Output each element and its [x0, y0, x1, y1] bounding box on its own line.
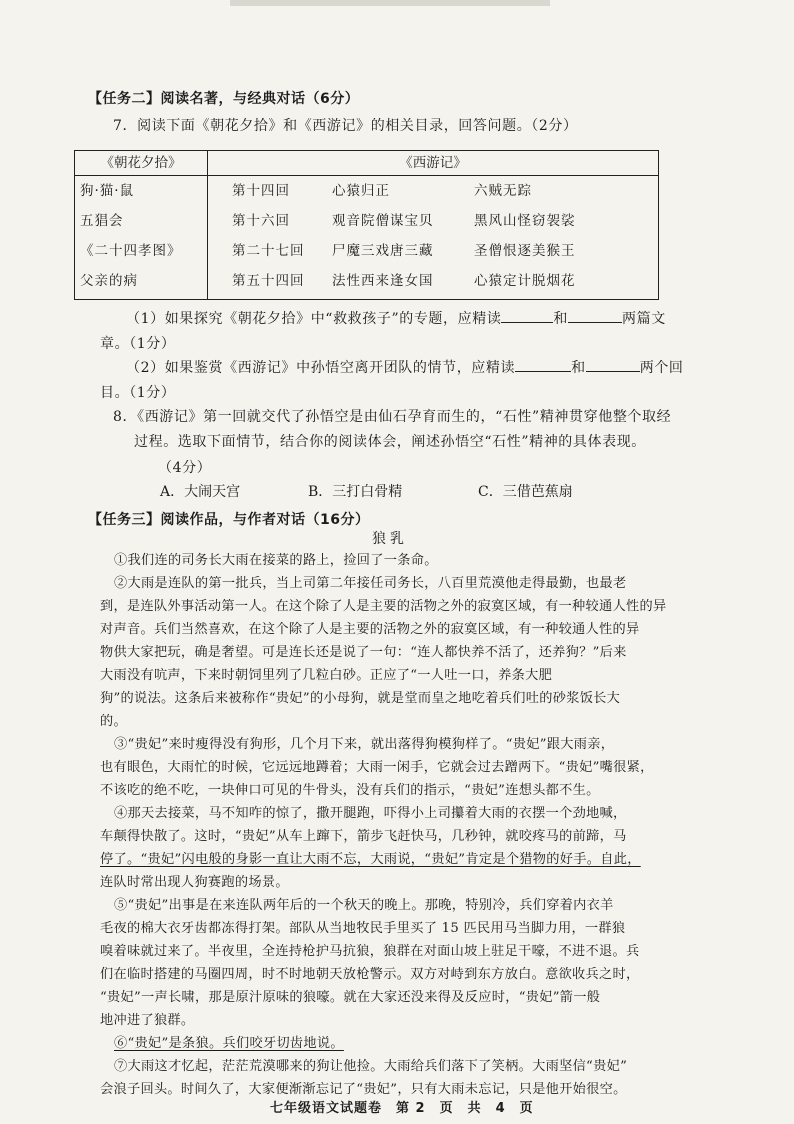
- article-line: 物供大家把玩，确是奢望。可是连长还是说了一句：“连人都快养不活了，还养狗？”后来: [100, 645, 627, 660]
- chapter-number: 第五十四回: [232, 273, 305, 289]
- option-b[interactable]: B．三打白骨精: [308, 484, 403, 500]
- q7-2-and: 和: [571, 360, 586, 376]
- chapter-title-a: 观音院僧谋宝贝: [332, 213, 434, 229]
- toc-left-item: 五猖会: [80, 213, 124, 229]
- chapter-title-a: 尸魔三戏唐三藏: [332, 243, 434, 259]
- article-line: 毛夜的棉大衣牙齿都冻得打架。部队从当地牧民手里买了 15 匹民用马当脚力用，一群狼: [100, 921, 626, 936]
- toc-left-item: 狗·猫·鼠: [80, 183, 135, 199]
- toc-right-header: 《西游记》: [208, 151, 659, 176]
- q7-1-and: 和: [553, 311, 569, 327]
- scan-shadow: [230, 0, 550, 6]
- chapter-title-b: 黑风山怪窃袈裟: [474, 213, 576, 229]
- option-c[interactable]: C．三借芭蕉扇: [478, 484, 573, 500]
- article-line: 们在临时搭建的马圈四周，时不时地朝天放枪警示。双方对峙到东方放白。意欲收兵之时，: [100, 967, 640, 982]
- toc-right-row: [208, 176, 658, 206]
- toc-left-item: 《二十四孝图》: [80, 243, 182, 259]
- article-line-underlined: ⑥“贵妃”是条狼。兵们咬牙切齿地说。: [114, 1036, 344, 1051]
- article-title: 狼乳: [372, 531, 408, 547]
- article-line: ⑤“贵妃”出事是在来连队两年后的一个秋天的晚上。那晚，特别冷，兵们穿着内衣羊: [114, 898, 614, 913]
- article-line: ③“贵妃”来时瘦得没有狗形，几个月下来，就出落得狗模狗样了。“贵妃”跟大雨亲，: [114, 737, 615, 752]
- article-line: 的。: [100, 714, 127, 729]
- toc-right-row: [208, 266, 658, 296]
- chapter-title-b: 六贼无踪: [474, 183, 532, 199]
- question-7: 7．阅读下面《朝花夕拾》和《西游记》的相关目录，回答问题。（2分）: [113, 118, 578, 134]
- toc-right-items: [208, 176, 659, 300]
- question-8-line-3: （4分）: [158, 460, 212, 476]
- question-7-2: [126, 357, 684, 377]
- article-line: ⑦大雨这才忆起，茫茫荒漠哪来的狗让他捡。大雨给兵们落下了笑柄。大雨坚信“贵妃”: [114, 1059, 628, 1074]
- article-line: 车颠得快散了。这时，“贵妃”从车上蹿下，箭步飞赶快马，几秒钟，就咬疼马的前蹄，马: [100, 829, 627, 844]
- article-line: 狗”的说法。这条后来被称作“贵妃”的小母狗，就是堂而皇之地吃着兵们吐的砂浆饭长大: [100, 691, 621, 706]
- answer-blank[interactable]: [515, 357, 571, 372]
- q7-1-text: （1）如果探究《朝花夕拾》中“救救孩子”的专题，应精读: [126, 311, 502, 327]
- chapter-number: 第二十七回: [232, 243, 305, 259]
- article-line: ②大雨是连队的第一批兵，当上司第二年接任司务长，八百里荒漠他走得最勤，也最老: [114, 576, 627, 591]
- task3-heading: 【任务三】阅读作品，与作者对话（16分）: [88, 512, 370, 528]
- chapter-title-a: 法性西来逢女国: [332, 273, 434, 289]
- question-8-line-2: 过程。选取下面情节，结合你的阅读体会，阐述孙悟空“石性”精神的具体表现。: [134, 434, 646, 450]
- article-line: 会浪子回头。时间久了，大家便渐渐忘记了“贵妃”，只有大雨未忘记，只是他开始很空。: [100, 1082, 627, 1097]
- toc-right-row: [208, 206, 658, 236]
- answer-blank[interactable]: [586, 357, 640, 372]
- question-7-1-cont: 章。（1分）: [100, 336, 176, 352]
- question-7-2-cont: 目。（1分）: [100, 385, 176, 401]
- article-line: “贵妃”一声长啸，那是原汁原味的狼嚎。就在大家还没来得及反应时，“贵妃”箭一般: [100, 990, 601, 1005]
- chapter-number: 第十四回: [232, 183, 290, 199]
- q7-2-text: （2）如果鉴赏《西游记》中孙悟空离开团队的情节，应精读: [126, 360, 516, 376]
- chapter-title-a: 心猿归正: [332, 183, 390, 199]
- chapter-number: 第十六回: [232, 213, 290, 229]
- article-line: 大雨没有吭声，下来时朝饲里列了几粒白砂。正应了“一人吐一口，养条大肥: [100, 668, 553, 683]
- article-line: 地冲进了狼群。: [100, 1013, 195, 1028]
- q7-1-suffix: 两篇文: [622, 311, 666, 327]
- article-line: 对声音。兵们当然喜欢，在这个除了人是主要的活物之外的寂寞区域，有一种较通人性的异: [100, 622, 640, 637]
- article-line: 嗅着味就过来了。半夜里，全连持枪护马抗狼，狼群在对面山坡上驻足干嚎，不进不退。兵: [100, 944, 640, 959]
- article-line: 不该吃的绝不吃，一块伸口可见的牛骨头，没有兵们的指示，“贵妃”连想头都不生。: [100, 783, 600, 798]
- article-line: 到，是连队外事活动第一人。在这个除了人是主要的活物之外的寂寞区域，有一种较通人性的异: [100, 599, 667, 614]
- toc-left-items: [75, 176, 208, 300]
- page-footer: 七年级语文试题卷 第 2 页 共 4 页: [270, 1101, 534, 1116]
- article-line-underlined: 停了。“贵妃”闪电般的身影一直让大雨不忘，大雨说，“贵妃”肯定是个猎物的好手。自此，: [100, 852, 641, 867]
- article-line: ①我们连的司务长大雨在接菜的路上，捡回了一条命。: [114, 553, 438, 568]
- question-8-line-1: 8．《西游记》第一回就交代了孙悟空是由仙石孕育而生的，“石性”精神贯穿他整个取经: [113, 409, 672, 425]
- q7-2-suffix: 两个回: [639, 360, 684, 376]
- task2-heading: 【任务二】阅读名著，与经典对话（6分）: [88, 91, 360, 107]
- chapter-title-b: 圣僧恨逐美猴王: [474, 243, 576, 259]
- answer-blank[interactable]: [568, 308, 622, 323]
- article-line: 也有眼色，大雨忙的时候，它远远地蹲着；大雨一闲手，它就会过去蹭两下。“贵妃”嘴很紧，: [100, 760, 654, 775]
- toc-left-header: 《朝花夕拾》: [75, 151, 208, 176]
- article-line: 连队时常出现人狗赛跑的场景。: [100, 875, 289, 890]
- chapter-title-b: 心猿定计脱烟花: [474, 273, 576, 289]
- question-7-1: [126, 308, 666, 328]
- toc-right-row: [208, 236, 658, 266]
- article-line: ④那天去接菜，马不知咋的惊了，撒开腿跑，吓得小上司攥着大雨的衣摆一个劲地喊，: [114, 806, 627, 821]
- answer-blank[interactable]: [501, 308, 553, 323]
- option-a[interactable]: A．大闹天宫: [160, 484, 241, 500]
- table-of-contents: [74, 150, 659, 300]
- toc-left-item: 父亲的病: [80, 273, 138, 289]
